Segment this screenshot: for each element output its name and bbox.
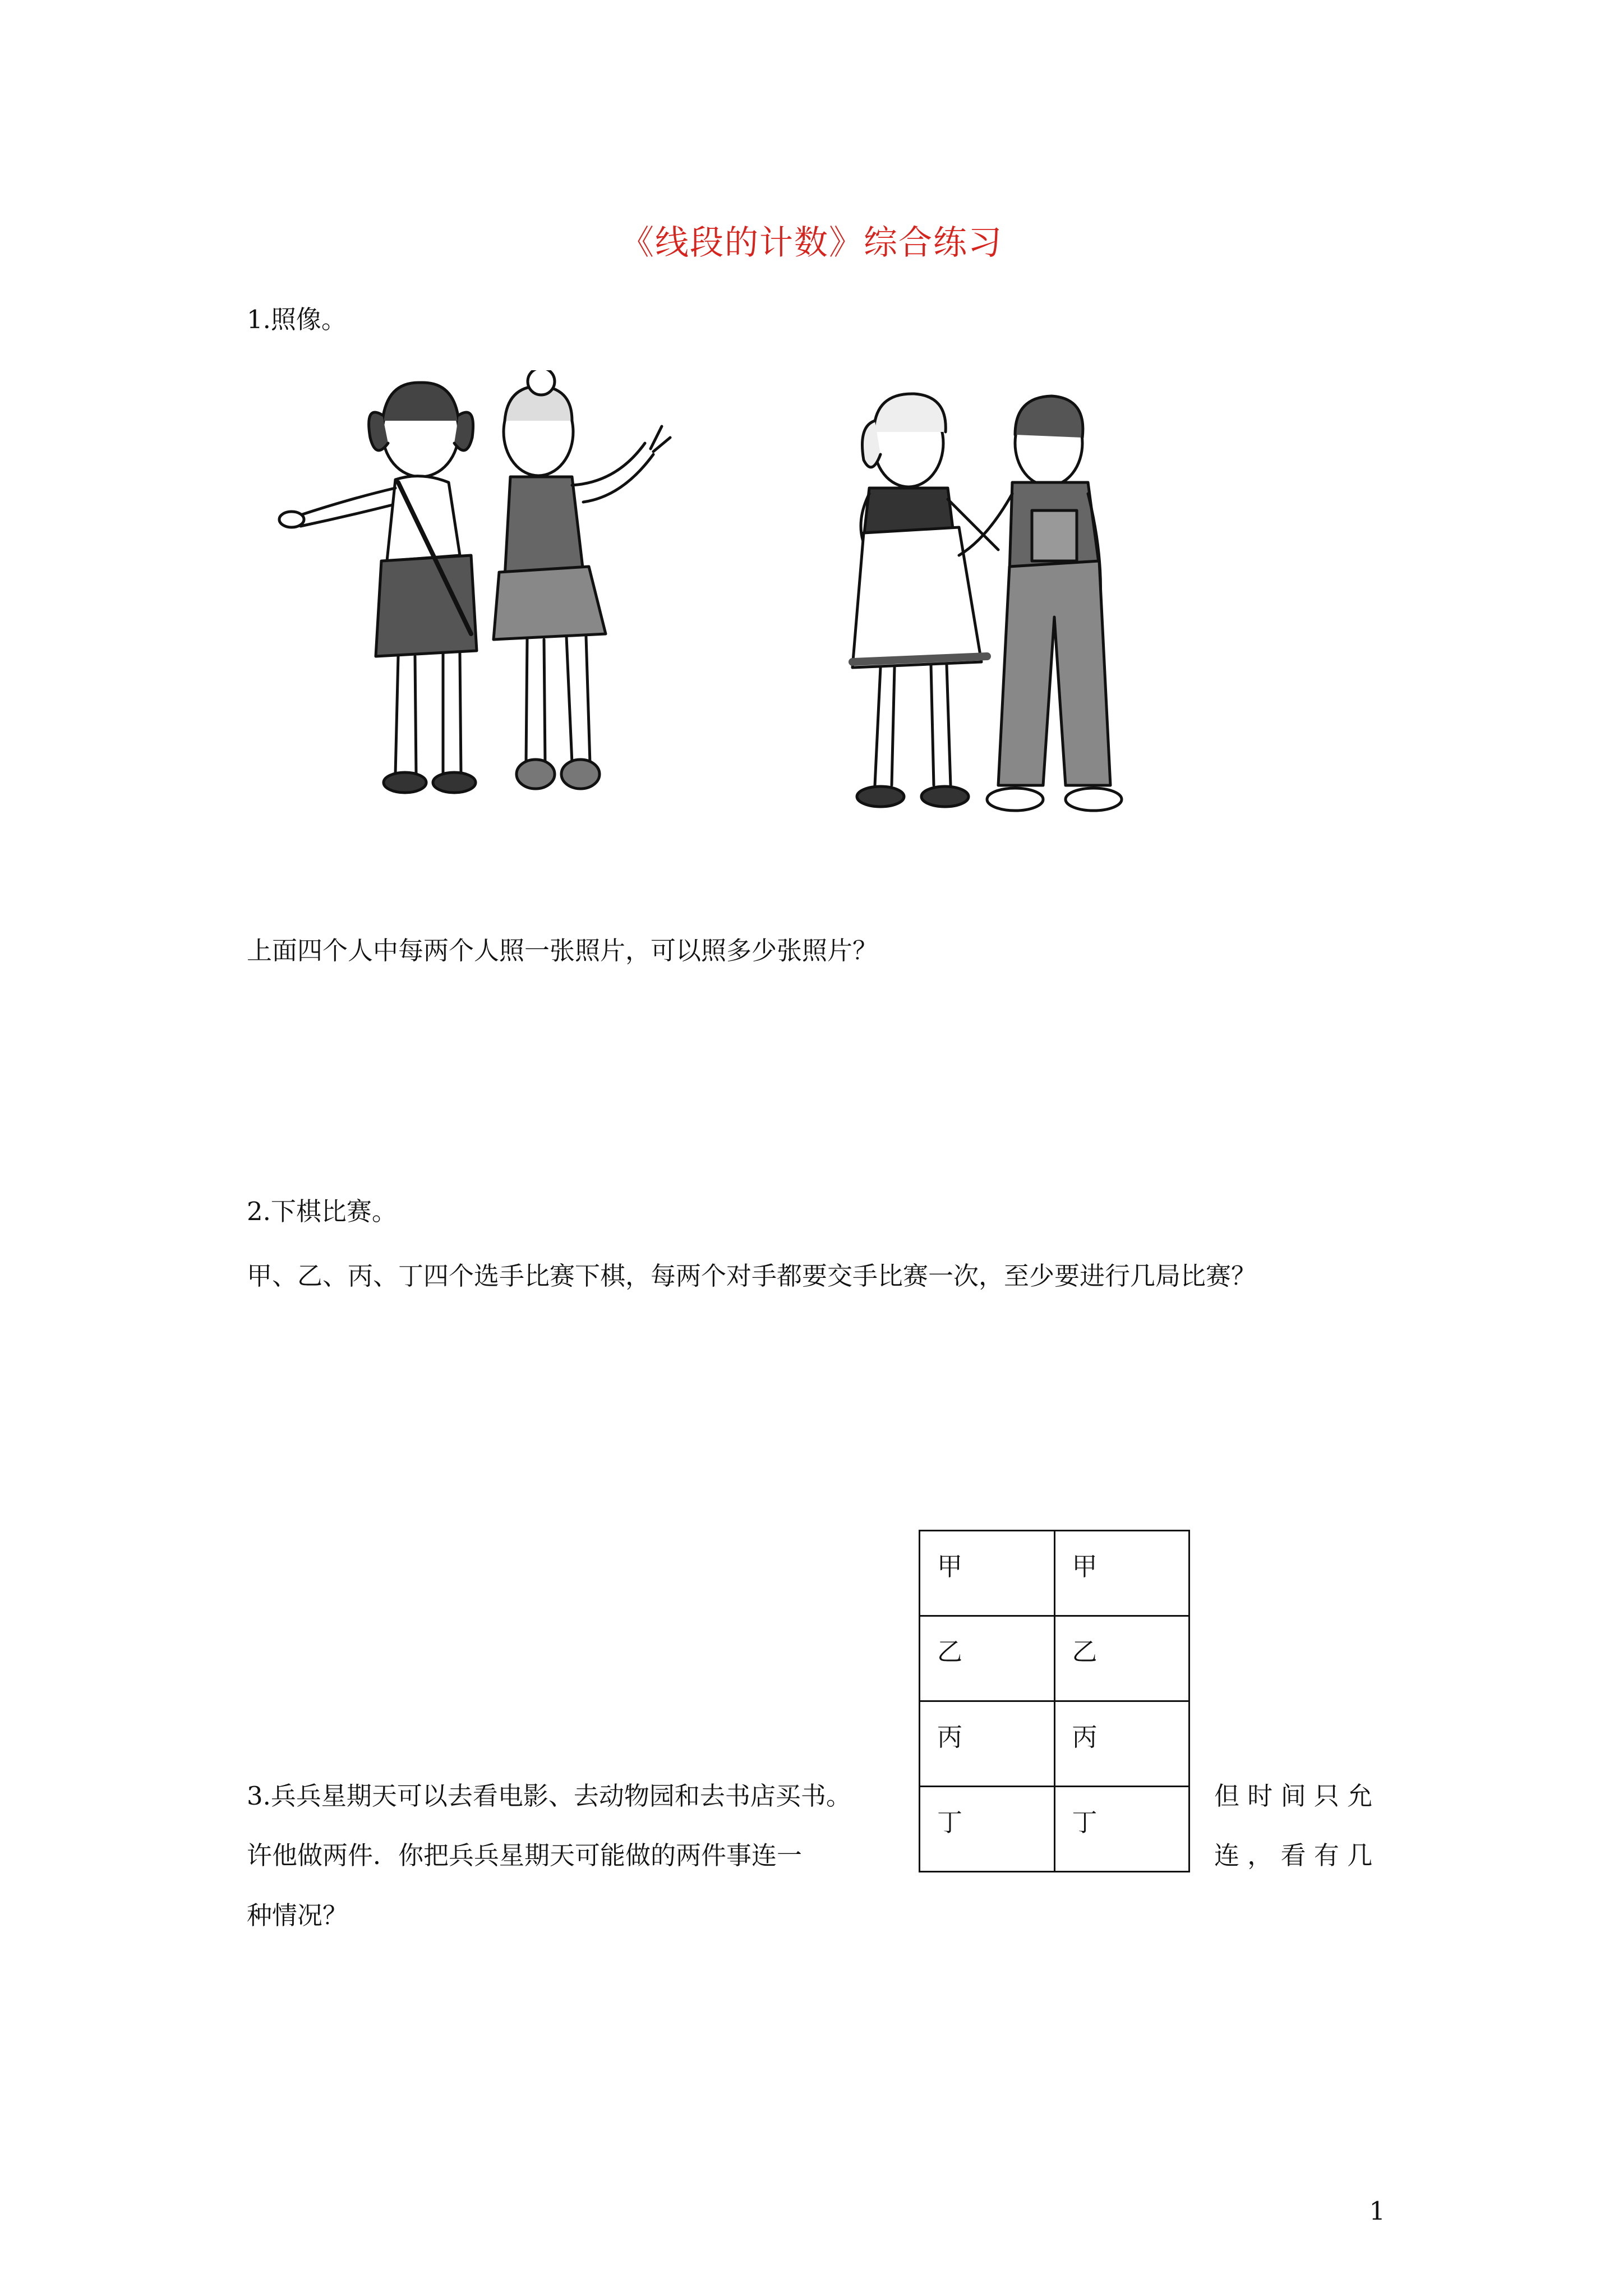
q1-heading: 1.照像。 [247, 305, 347, 334]
table-cell-right: 乙 [1054, 1616, 1189, 1701]
q3-line1-left: 3.兵兵星期天可以去看电影、去动物园和去书店买书。 [247, 1781, 851, 1811]
table-cell-right: 丙 [1054, 1701, 1189, 1787]
table-row [920, 1531, 1189, 1616]
pairing-table [919, 1530, 1190, 1872]
illustration-two-girls [258, 370, 684, 830]
page-title: 《线段的计数》综合练习 [620, 223, 1003, 263]
table-cell-left: 丁 [920, 1787, 1055, 1872]
page-number: 1 [1369, 2196, 1385, 2226]
illustration-girl-and-boy [819, 381, 1166, 830]
q3-line2-left: 许他做两件．你把兵兵星期天可能做的两件事连一 [247, 1841, 803, 1870]
q2-heading: 2.下棋比赛。 [247, 1197, 397, 1226]
table-cell-left: 乙 [920, 1616, 1055, 1701]
table-cell-left: 甲 [920, 1531, 1055, 1616]
q3-line2-right: 连 ， 看 有 几 [1214, 1841, 1373, 1870]
table-cell-right: 丁 [1054, 1787, 1189, 1872]
table-row [920, 1616, 1189, 1701]
table-cell-right: 甲 [1054, 1531, 1189, 1616]
q3-line1-right: 但 时 间 只 允 [1214, 1781, 1373, 1811]
q1-question: 上面四个人中每两个人照一张照片，可以照多少张照片？ [247, 936, 878, 965]
q3-line3: 种情况？ [247, 1901, 348, 1930]
table-row [920, 1701, 1189, 1787]
table-cell-left: 丙 [920, 1701, 1055, 1787]
table-row [920, 1787, 1189, 1872]
q2-question: 甲、乙、丙、丁四个选手比赛下棋，每两个对手都要交手比赛一次，至少要进行几局比赛？ [247, 1261, 1257, 1291]
